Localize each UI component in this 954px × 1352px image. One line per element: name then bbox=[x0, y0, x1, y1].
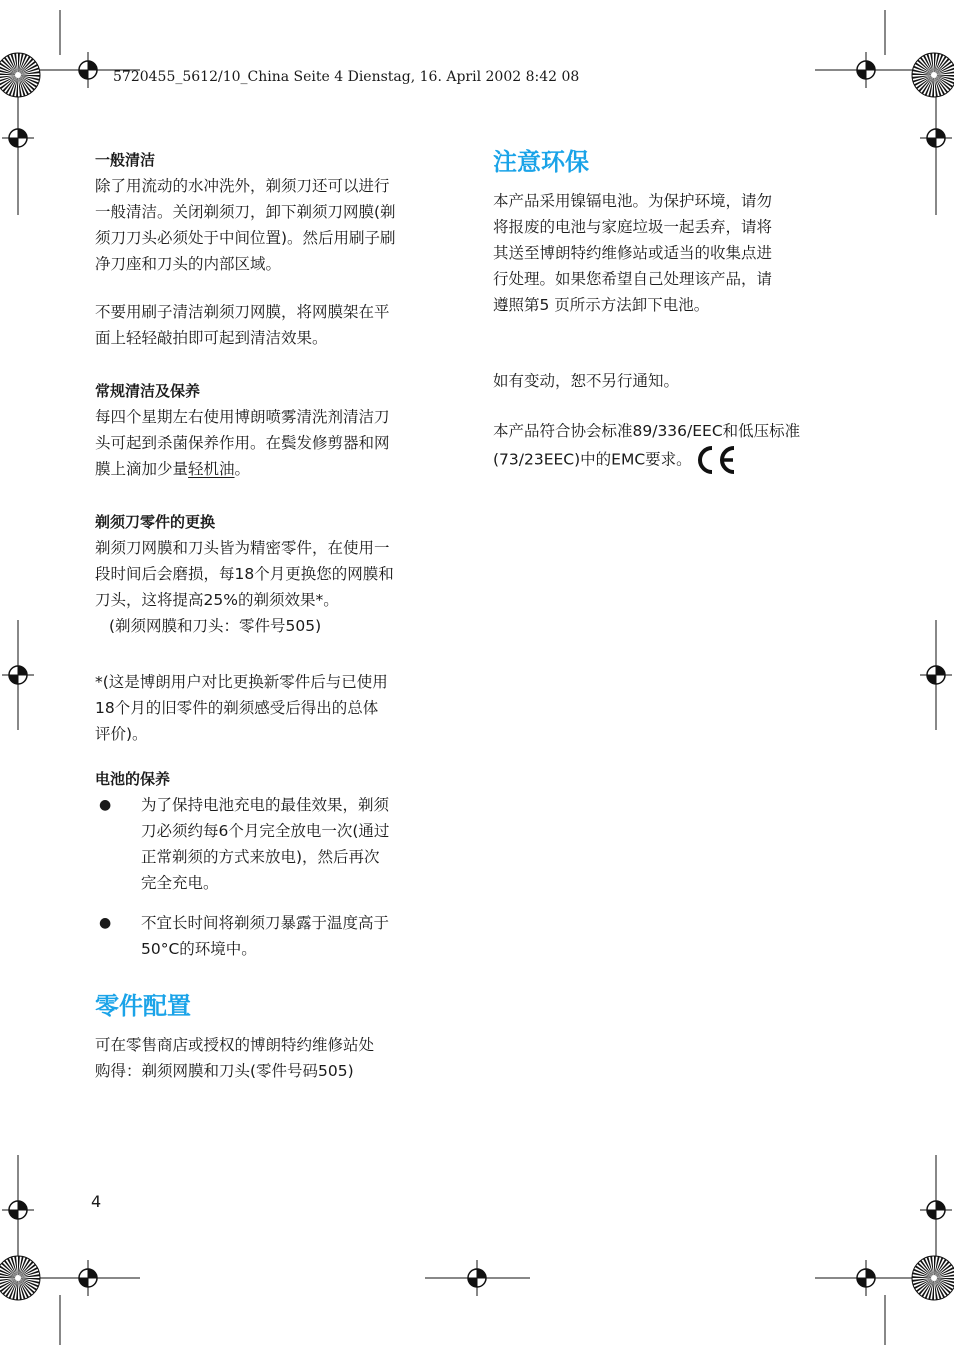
starburst-mark bbox=[912, 1256, 954, 1300]
text-line: 完全充电。 bbox=[141, 874, 219, 892]
text-line: 头可起到杀菌保养作用。在鬓发修剪器和网 bbox=[95, 434, 390, 452]
right-column bbox=[493, 146, 855, 476]
text-line: 将报废的电池与家庭垃圾一起丢弃，请将 bbox=[493, 218, 773, 236]
part-number-note: (剃须网膜和刀头：零件号505) bbox=[109, 617, 322, 635]
text-line: 净刀座和刀头的内部区域。 bbox=[95, 255, 282, 273]
crosshair-mark bbox=[2, 1194, 34, 1226]
crosshair-mark bbox=[920, 122, 952, 154]
text-line: 本产品符合协会标准89/336/EEC和低压标准 bbox=[493, 422, 801, 440]
crosshair-mark bbox=[920, 659, 952, 691]
text-line: 评价)。 bbox=[95, 725, 148, 743]
ce-mark-icon bbox=[694, 444, 738, 476]
battery-care-list bbox=[95, 792, 457, 962]
text-line: 遵照第5 页所示方法卸下电池。 bbox=[493, 296, 710, 314]
text-fragment: 膜上滴加少量 bbox=[95, 460, 189, 478]
text-line: 本产品采用镍镉电池。为保护环境，请勿 bbox=[493, 192, 773, 210]
text-line: 不宜长时间将剃须刀暴露于温度高于 bbox=[141, 914, 390, 932]
routine-cleaning-text bbox=[95, 404, 457, 482]
crosshair-mark bbox=[2, 122, 34, 154]
text-line: 须刀刀头必须处于中间位置)。然后用刷子刷 bbox=[95, 229, 396, 247]
text-line bbox=[493, 444, 855, 476]
text-line: 行处理。如果您希望自己处理该产品，请 bbox=[493, 270, 773, 288]
light-oil-term: 轻机油 bbox=[188, 460, 235, 478]
crosshair-mark bbox=[70, 1260, 106, 1296]
print-header: 5720455_5612/10_China Seite 4 Dienstag, 16. April 2002 8:42 08 bbox=[113, 69, 580, 85]
crosshair-mark bbox=[848, 1260, 884, 1296]
section-title-battery-care: 电池的保养 bbox=[95, 770, 171, 788]
foil-cleaning-text bbox=[95, 299, 457, 351]
bullet-icon: ● bbox=[99, 915, 112, 931]
text-fragment: (73/23EEC)中的EMC要求。 bbox=[493, 450, 692, 469]
text-line: 一般清洁。关闭剃须刀，卸下剃须刀网膜(剃 bbox=[95, 203, 396, 221]
text-line: 购得：剃须网膜和刀头(零件号码505) bbox=[95, 1062, 354, 1080]
text-line: 可在零售商店或授权的博朗特约维修站处 bbox=[95, 1036, 375, 1054]
starburst-mark bbox=[0, 53, 40, 97]
text-line: 18个月的旧零件的剃须感受后得出的总体 bbox=[95, 699, 379, 717]
text-fragment: 。 bbox=[234, 460, 251, 478]
environment-text bbox=[493, 188, 855, 318]
crosshair-mark bbox=[459, 1260, 495, 1296]
text-line: 面上轻轻敲拍即可起到清洁效果。 bbox=[95, 329, 328, 347]
text-line: 其送至博朗特约维修站或适当的收集点进 bbox=[493, 244, 773, 262]
starburst-mark bbox=[0, 1256, 40, 1300]
section-title-accessories: 零件配置 bbox=[95, 992, 191, 1020]
text-line: 段时间后会磨损，每18个月更换您的网膜和 bbox=[95, 565, 394, 583]
crosshair-mark bbox=[920, 1194, 952, 1226]
compliance-text bbox=[493, 418, 855, 476]
list-item bbox=[95, 792, 457, 896]
text-line: 正常剃须的方式来放电)，然后再次 bbox=[141, 848, 380, 866]
parts-replacement-text bbox=[95, 535, 457, 639]
text-line: 50°C的环境中。 bbox=[141, 940, 257, 958]
section-title-routine-cleaning: 常规清洁及保养 bbox=[95, 382, 201, 400]
starburst-mark bbox=[912, 53, 954, 97]
bullet-icon: ● bbox=[99, 797, 112, 813]
footnote-text bbox=[95, 669, 457, 747]
section-title-parts-replacement: 剃须刀零件的更换 bbox=[95, 513, 216, 531]
crosshair-mark bbox=[2, 659, 34, 691]
left-column bbox=[95, 150, 457, 1084]
section-title-environment: 注意环保 bbox=[493, 148, 589, 176]
text-line: 为了保持电池充电的最佳效果，剃须 bbox=[141, 796, 390, 814]
text-line: 剃须刀网膜和刀头皆为精密零件，在使用一 bbox=[95, 539, 390, 557]
list-item bbox=[95, 910, 457, 962]
text-line: 每四个星期左右使用博朗喷雾清洗剂清洁刀 bbox=[95, 408, 390, 426]
section-title-general-cleaning: 一般清洁 bbox=[95, 151, 156, 169]
text-line: 除了用流动的水冲洗外，剃须刀还可以进行 bbox=[95, 177, 390, 195]
text-line: 刀头，这将提高25%的剃须效果*。 bbox=[95, 591, 339, 609]
crosshair-mark bbox=[848, 52, 884, 88]
accessories-text bbox=[95, 1032, 457, 1084]
page-number: 4 bbox=[91, 1192, 102, 1211]
text-line: *(这是博朗用户对比更换新零件后与已使用 bbox=[95, 673, 388, 691]
change-notice: 如有变动，恕不另行通知。 bbox=[493, 372, 680, 390]
text-line: 不要用刷子清洁剃须刀网膜，将网膜架在平 bbox=[95, 303, 390, 321]
general-cleaning-text bbox=[95, 173, 457, 277]
text-line bbox=[95, 456, 457, 482]
text-line: 刀必须约每6个月完全放电一次(通过 bbox=[141, 822, 390, 840]
crosshair-mark bbox=[70, 52, 106, 88]
